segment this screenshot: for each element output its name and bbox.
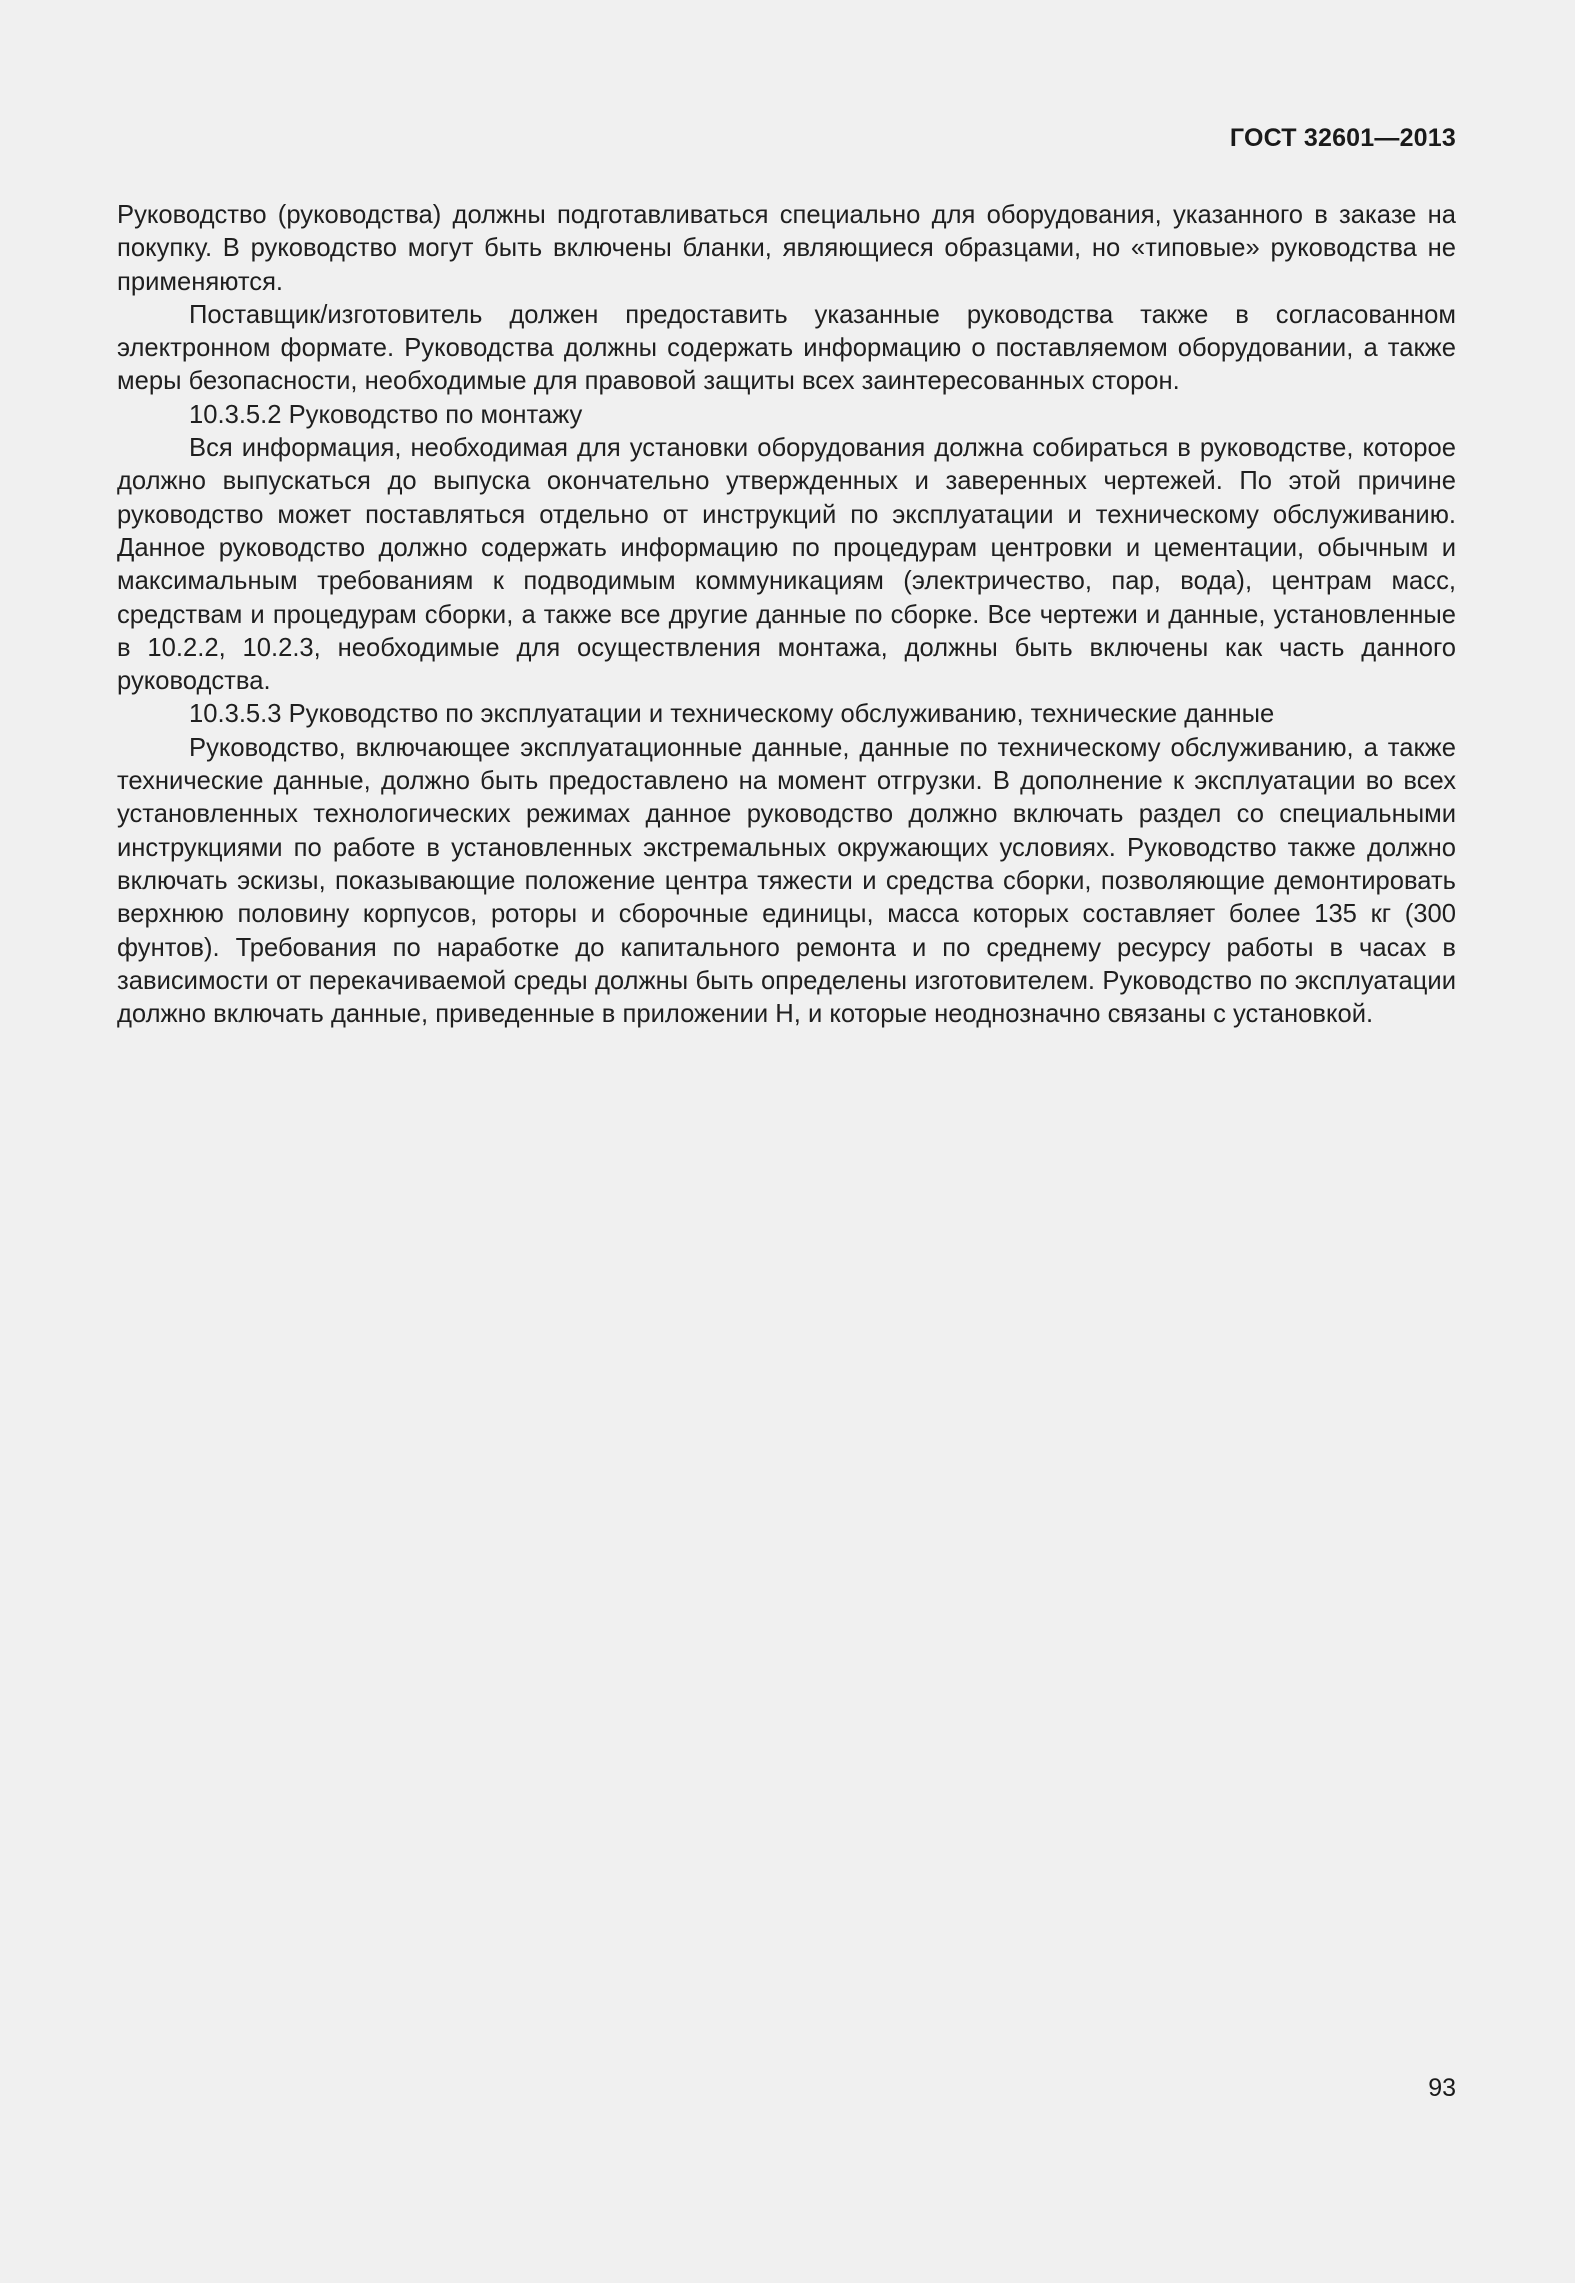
paragraph-1: Руководство (руководства) должны подготавливаться специально для оборудования, указанного в заказе на покупку. В руководство могут быть включены бланки, являющиеся образцами, но «типовые» руководства не применяются. [117, 201, 1456, 296]
section-heading-10-3-5-2: 10.3.5.2 Руководство по монтажу [189, 400, 583, 429]
page-number: 93 [1428, 2074, 1456, 2102]
paragraph-2: Поставщик/изготовитель должен предоставить указанные руководства также в согласованном электронном формате. Руководства должны содержать информацию о поставляемом оборудовании, а также меры безопасности, необходимые для правовой защиты всех заинтересованных сторон. [117, 300, 1456, 396]
section-heading-10-3-5-3: 10.3.5.3 Руководство по эксплуатации и техническому обслуживанию, технические данные [189, 700, 1275, 729]
document-code-header: ГОСТ 32601—2013 [1229, 124, 1456, 152]
body-text [117, 199, 1456, 1031]
paragraph-3: Вся информация, необходимая для установки оборудования должна собираться в руководстве, которое должно выпускаться до выпуска окончательно утвержденных и заверенных чертежей. По этой причине руководство может поставляться отдельно от инструкций по эксплуатации и техническому обслуживанию. Данное руководство должно содержать информацию по процедурам центровки и цементации, обычным и максимальным требованиям к подводимым коммуникациям (электричество, пар, вода), центрам масс, средствам и процедурам сборки, а также все другие данные по сборке. Все чертежи и данные, установленные в 10.2.2, 10.2.3, необходимые для осуществления монтажа, должны быть включены как часть данного руководства. [117, 434, 1456, 696]
paragraph-4: Руководство, включающее эксплуатационные данные, данные по техническому обслуживанию, а также технические данные, должно быть предоставлено на момент отгрузки. В дополнение к эксплуатации во всех установленных технологических режимах данное руководство должно включать раздел со специальными инструкциями по работе в установленных экстремальных окружающих условиях. Руководство также должно включать эскизы, показывающие положение центра тяжести и средства сборки, позволяющие демонтировать верхнюю половину корпусов, роторы и сборочные единицы, масса которых составляет более 135 кг (300 фунтов). Требования по наработке до капитального ремонта и по среднему ресурсу работы в часах в зависимости от перекачиваемой среды должны быть определены изготовителем. Руководство по эксплуатации должно включать данные, приведенные в приложении Н, и которые неоднозначно связаны с установкой. [117, 733, 1456, 1029]
